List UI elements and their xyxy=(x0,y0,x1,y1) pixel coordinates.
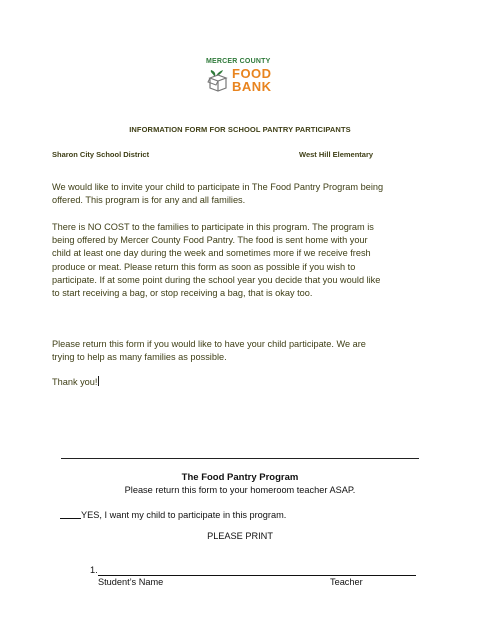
yes-option-text: YES, I want my child to participate in this program. xyxy=(81,510,287,520)
student-entry-line[interactable] xyxy=(98,575,416,576)
text-cursor xyxy=(98,376,100,386)
school-name: West Hill Elementary xyxy=(299,150,374,159)
teacher-label: Teacher xyxy=(330,577,363,587)
tear-off-divider xyxy=(61,458,419,459)
student-name-label: Student’s Name xyxy=(98,577,164,587)
closing-line[interactable] xyxy=(52,376,424,389)
yes-option-row xyxy=(60,509,286,520)
logo-line-bank: BANK xyxy=(232,79,272,94)
logo-line-food: FOOD xyxy=(232,66,272,81)
form-section-title: The Food Pantry Program xyxy=(181,472,299,483)
school-district: Sharon City School District xyxy=(52,150,150,159)
food-bank-logo xyxy=(204,58,284,98)
print-instruction: PLEASE PRINT xyxy=(207,531,273,541)
form-header-title: INFORMATION FORM FOR SCHOOL PANTRY PARTICIPANTS xyxy=(129,125,351,134)
food-box-icon xyxy=(207,69,229,93)
form-section-subtitle: Please return this form to your homeroom teacher ASAP. xyxy=(124,485,356,495)
closing-text: Thank you! xyxy=(52,377,98,387)
program-details-paragraph: There is NO COST to the families to participate in this program. The program is being offered by Mercer County Food Pantry. The food is sent home with your child at least one day during the week and sometimes more if we receive fresh produce or meat. Please return this form as soon as possible if you wish to participate. If at some point during the school year you decide that you would like to start receiving a bag, or stop receiving a bag, that is okay too. xyxy=(52,222,381,299)
return-request-paragraph: Please return this form if you would like to have your child participate. We are trying to help as many families as possible. xyxy=(52,339,366,363)
entry-number: 1. xyxy=(90,565,98,575)
logo-line-mercer-county: MERCER COUNTY xyxy=(206,58,271,65)
yes-checkbox-blank[interactable] xyxy=(60,509,81,519)
invitation-paragraph: We would like to invite your child to participate in The Food Pantry Program being offered. This program is for any and all families. xyxy=(52,182,384,206)
